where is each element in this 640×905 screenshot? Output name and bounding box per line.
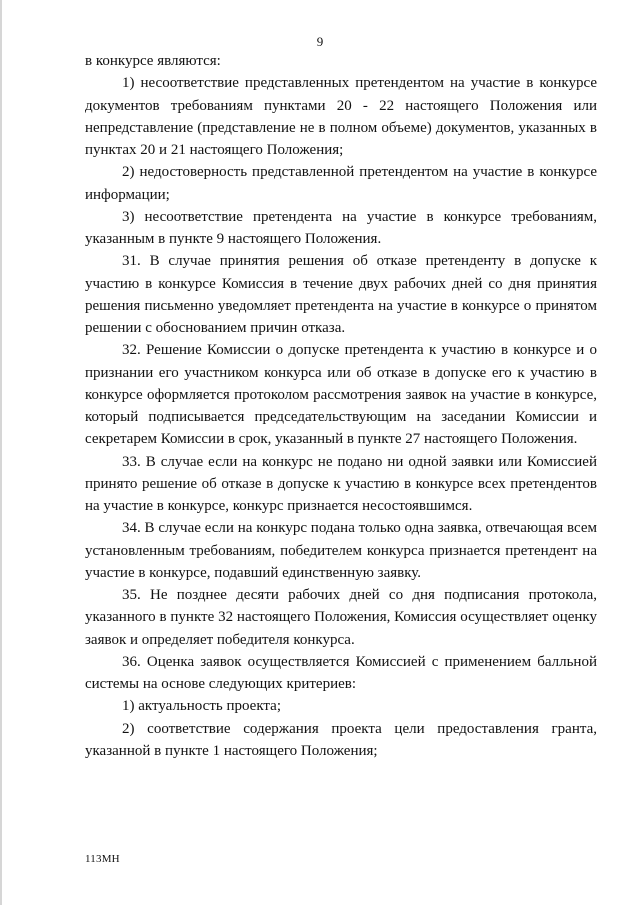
document-code: 113МН bbox=[85, 853, 120, 865]
paragraph: 2) недостоверность представленной претендентом на участие в конкурсе информации; bbox=[85, 164, 597, 203]
page-number: 9 bbox=[316, 34, 324, 49]
paragraph: 35. Не позднее десяти рабочих дней со дня подписания протокола, указанного в пункте 32 настоящего Положения, Комиссия осуществляет оценку заявок и определяет победителя конкурса. bbox=[85, 587, 597, 648]
page-edge-shadow bbox=[0, 0, 2, 905]
paragraph: 1) несоответствие представленных претендентом на участие в конкурсе документов требованиям пунктами 20 - 22 настоящего Положения или непредставление (представление не в полном объеме) документов, указанных в пунктах 20 и 21 настоящего Положения; bbox=[85, 75, 597, 158]
paragraph: 34. В случае если на конкурс подана только одна заявка, отвечающая всем установленным требованиям, победителем конкурса признается претендент на участие в конкурсе, подавший единственную заявку. bbox=[85, 520, 597, 581]
paragraph: 32. Решение Комиссии о допуске претендента к участию в конкурсе и о признании его участником конкурса или об отказе в допуске его к участию в конкурсе оформляется протоколом рассмотрения заявок на участие в конкурсе, который подписывается председательствующим на заседании Комиссии и секретарем Комиссии в срок, указанный в пункте 27 настоящего Положения. bbox=[85, 342, 597, 448]
paragraph: 3) несоответствие претендента на участие в конкурсе требованиям, указанным в пункте 9 настоящего Положения. bbox=[85, 208, 597, 247]
paragraph: 36. Оценка заявок осуществляется Комиссией с применением балльной системы на основе следующих критериев: bbox=[85, 653, 597, 692]
paragraph: в конкурсе являются: bbox=[85, 53, 221, 69]
paragraph: 1) актуальность проекта; bbox=[122, 698, 281, 715]
paragraph: 31. В случае принятия решения об отказе претенденту в допуске к участию в конкурсе Комиссия в течение двух рабочих дней со дня принятия решения письменно уведомляет претендента на участие в конкурсе о принятом решении с обоснованием причин отказа. bbox=[85, 253, 597, 336]
paragraph: 33. В случае если на конкурс не подано ни одной заявки или Комиссией принято решение об отказе в допуске к участию в конкурсе всех претендентов на участие в конкурсе, конкурс признается несостоявшимся. bbox=[85, 453, 597, 514]
paragraph: 2) соответствие содержания проекта цели предоставления гранта, указанной в пункте 1 настоящего Положения; bbox=[85, 720, 597, 759]
document-body bbox=[85, 50, 597, 762]
